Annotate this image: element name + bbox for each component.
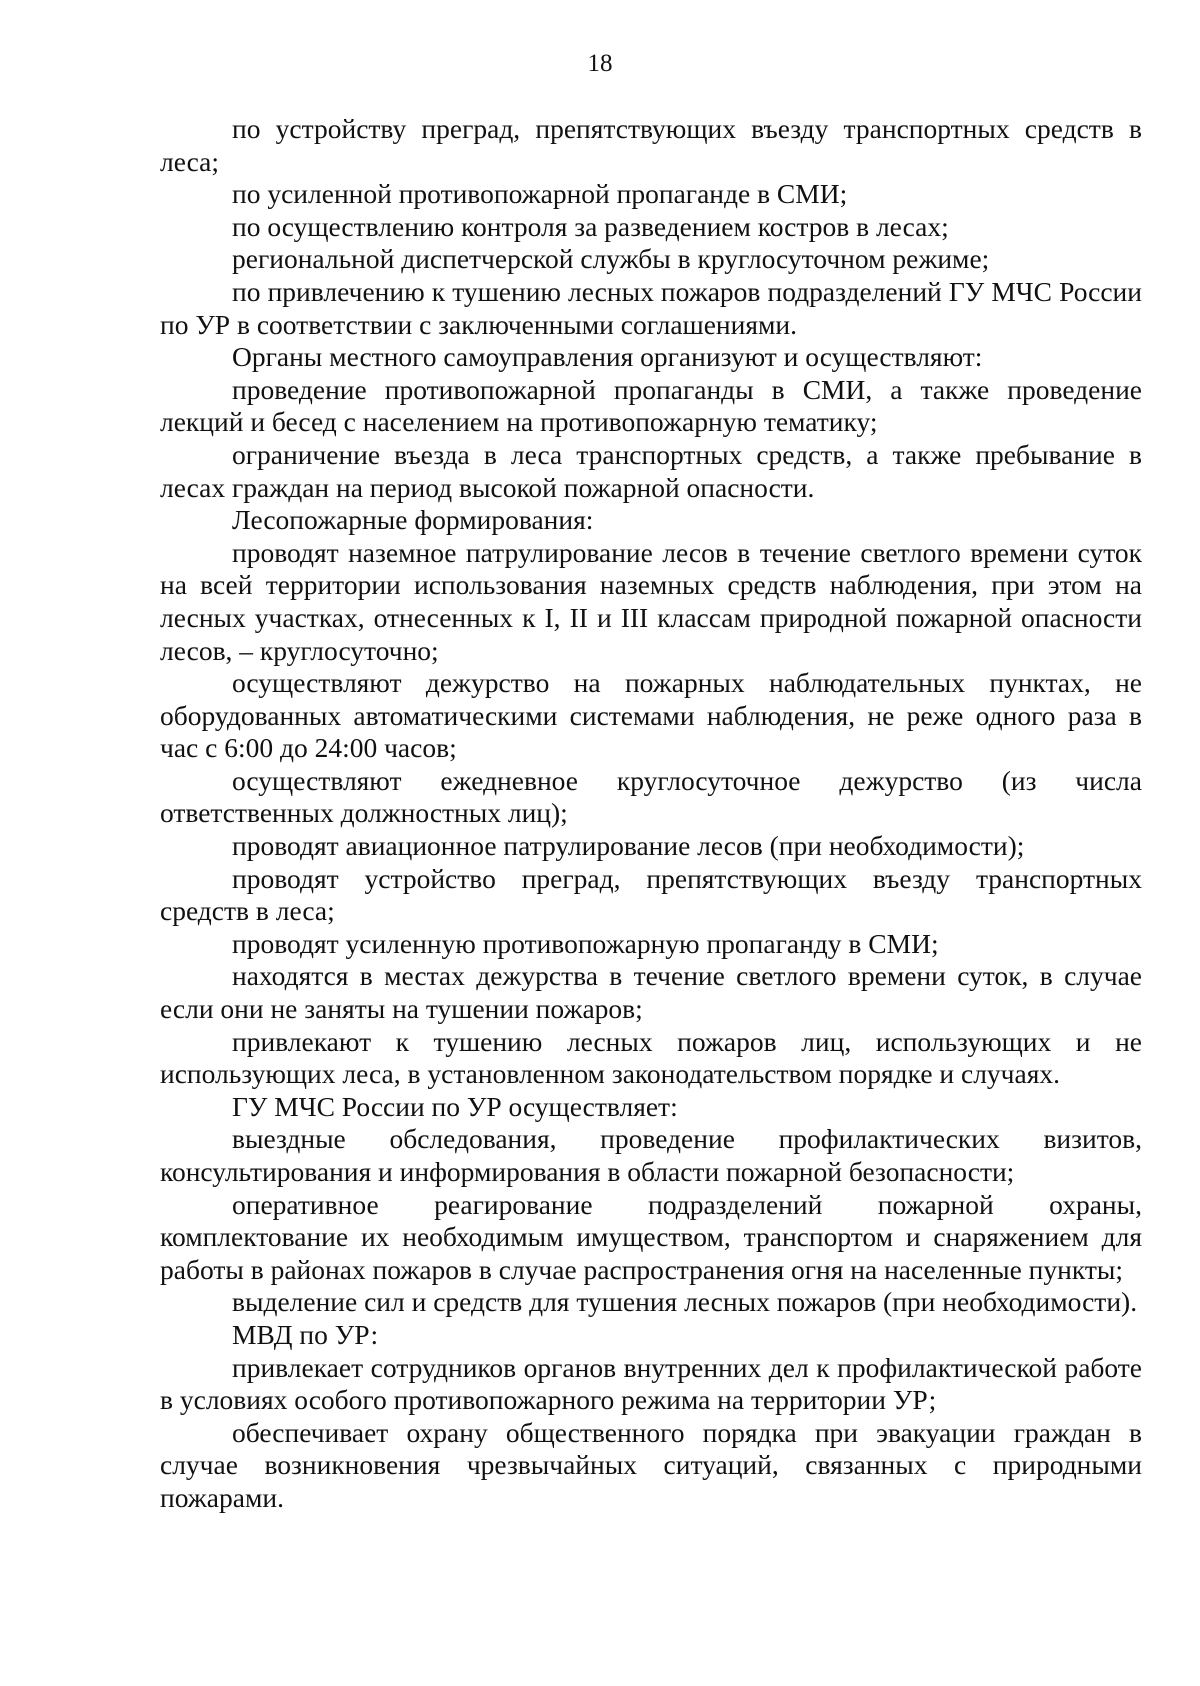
document-body — [160, 113, 1142, 1515]
paragraph: привлекает сотрудников органов внутренних дел к профилактической работе в условиях особого противопожарного режима на территории УР; — [160, 1351, 1142, 1416]
paragraph: по усиленной противопожарной пропаганде в СМИ; — [232, 178, 848, 210]
paragraph: выездные обследования, проведение профилактических визитов, консультирования и информирования в области пожарной безопасности; — [160, 1123, 1142, 1187]
paragraph: выделение сил и средств для тушения лесных пожаров (при необходимости). — [232, 1286, 1138, 1318]
paragraph: находятся в местах дежурства в течение светлого времени суток, в случае если они не заняты на тушении пожаров; — [160, 960, 1142, 1025]
paragraph: проводят усиленную противопожарную пропаганду в СМИ; — [232, 927, 939, 959]
paragraph: проводят авиационное патрулирование лесов (при необходимости); — [232, 830, 1025, 862]
paragraph: осуществляют дежурство на пожарных наблюдательных пунктах, не оборудованных автоматическими системами наблюдения, не реже одного раза в час с 6:00 до 24:00 часов; — [160, 667, 1142, 764]
paragraph: Органы местного самоуправления организуют и осуществляют: — [232, 341, 983, 373]
paragraph: по устройству преград, препятствующих въезду транспортных средств в леса; — [160, 113, 1142, 177]
paragraph: ограничение въезда в леса транспортных средств, а также пребывание в лесах граждан на период высокой пожарной опасности. — [160, 438, 1142, 503]
paragraph: обеспечивает охрану общественного порядка при эвакуации граждан в случае возникновения чрезвычайных ситуаций, связанных с природными пожарами. — [160, 1416, 1142, 1513]
paragraph: МВД по УР: — [232, 1318, 379, 1350]
paragraph: осуществляют ежедневное круглосуточное дежурство (из числа ответственных должностных лиц); — [160, 764, 1142, 829]
paragraph: привлекают к тушению лесных пожаров лиц, использующих и не использующих леса, в установленном законодательством порядке и случаях. — [160, 1025, 1142, 1090]
paragraph: ГУ МЧС России по УР осуществляет: — [232, 1090, 678, 1122]
paragraph: проводят наземное патрулирование лесов в течение светлого времени суток на всей территории использования наземных средств наблюдения, при этом на лесных участках, отнесенных к I, II и III классам природной пожарной опасности лесов, – круглосуточно; — [160, 536, 1142, 666]
paragraph: по привлечению к тушению лесных пожаров подразделений ГУ МЧС России по УР в соответствии с заключенными соглашениями. — [160, 275, 1142, 340]
paragraph: по осуществлению контроля за разведением костров в лесах; — [232, 210, 949, 242]
page-number: 18 — [587, 50, 613, 77]
paragraph: Лесопожарные формирования: — [232, 504, 594, 536]
paragraph: региональной диспетчерской службы в круглосуточном режиме; — [232, 243, 990, 275]
paragraph: проводят устройство преград, препятствующих въезду транспортных средств в леса; — [160, 862, 1142, 927]
paragraph: проведение противопожарной пропаганды в СМИ, а также проведение лекций и бесед с населением на противопожарную тематику; — [160, 373, 1142, 438]
paragraph: оперативное реагирование подразделений пожарной охраны, комплектование их необходимым имуществом, транспортом и снаряжением для работы в районах пожаров в случае распространения огня на населенные пункты; — [160, 1188, 1142, 1285]
